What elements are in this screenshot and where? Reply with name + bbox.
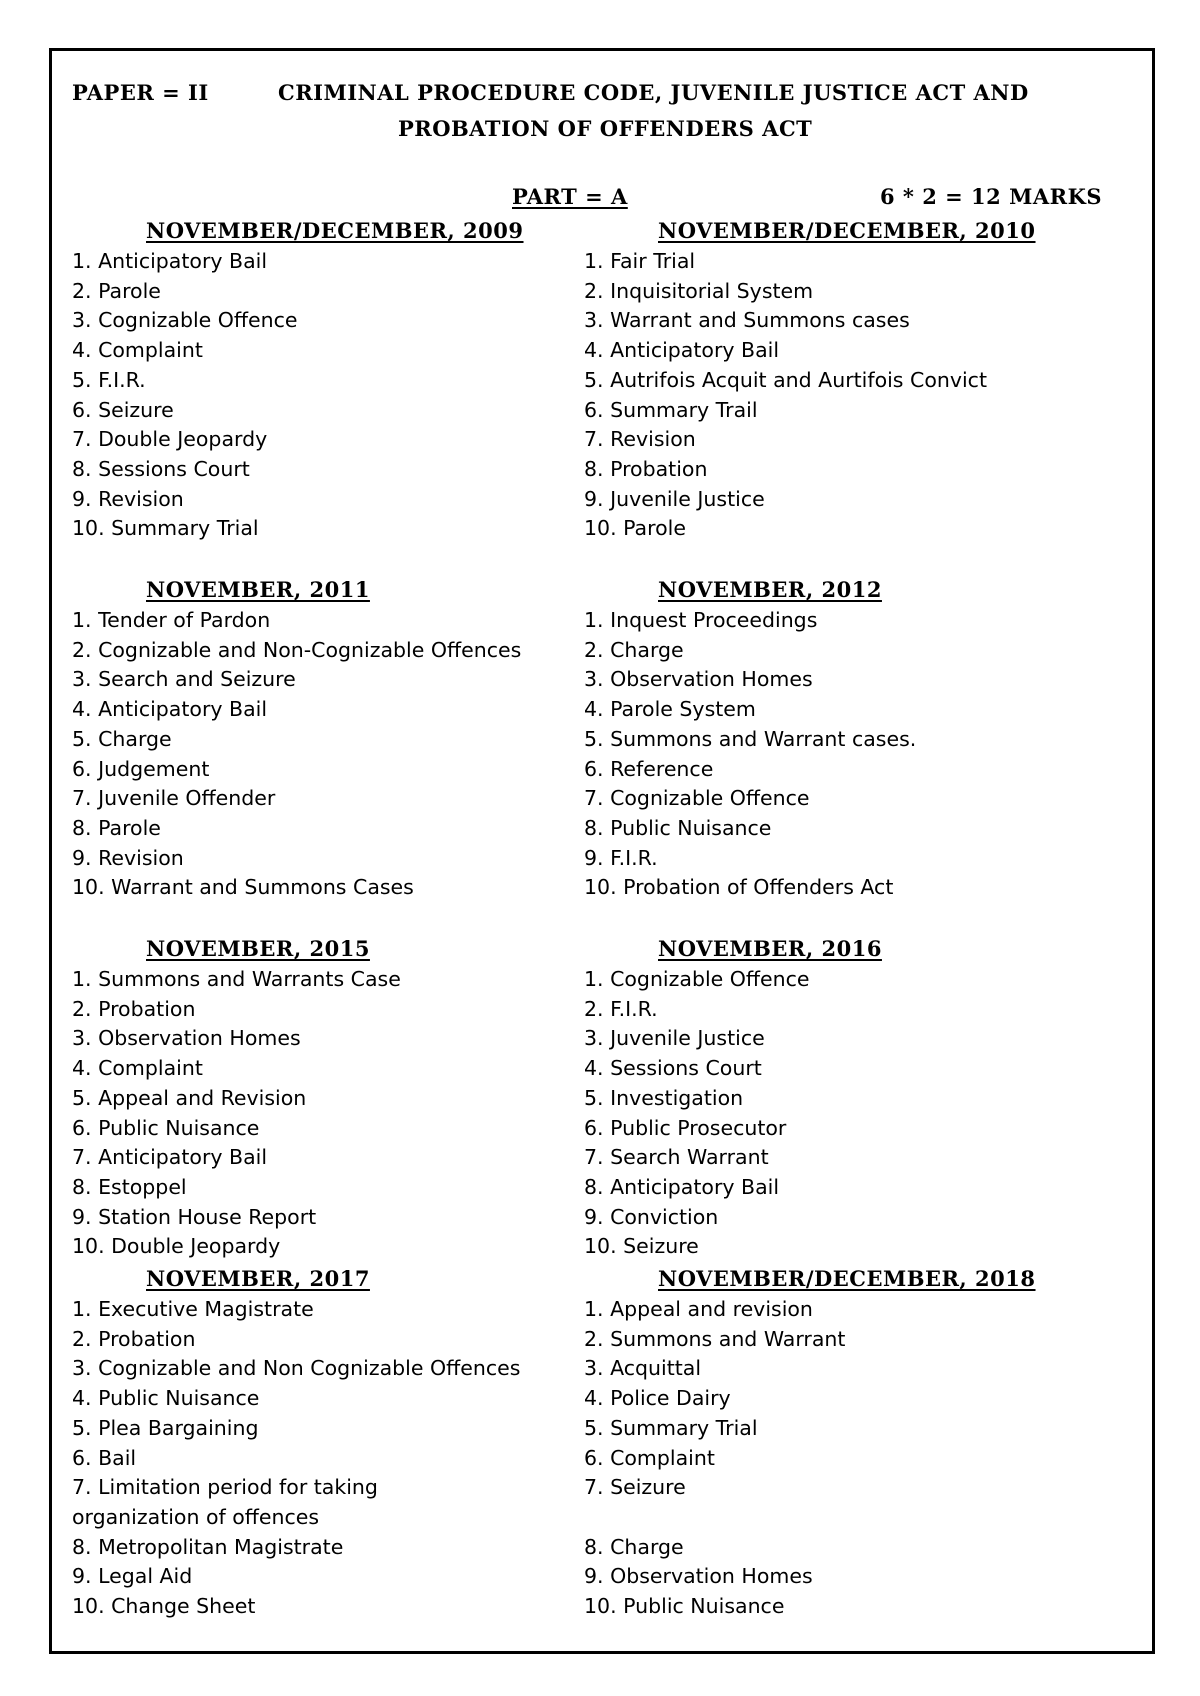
list-item: 3. Cognizable and Non Cognizable Offences [72, 1356, 521, 1381]
list-item: 8. Public Nuisance [584, 815, 772, 840]
list-item: 2. F.I.R. [584, 996, 658, 1021]
list-item: 5. Summary Trial [584, 1415, 758, 1440]
questions-2011 [72, 606, 521, 903]
list-item: 8. Probation [584, 456, 708, 481]
list-item: 10. Public Nuisance [584, 1594, 785, 1619]
list-item: 4. Complaint [72, 1056, 203, 1081]
list-item: 9. Juvenile Justice [584, 486, 765, 511]
list-item: 10. Double Jeopardy [72, 1234, 281, 1259]
list-item: 8. Sessions Court [72, 456, 250, 481]
list-item: 9. Legal Aid [72, 1564, 193, 1589]
section-heading-2015: NOVEMBER, 2015 [146, 936, 370, 961]
section-heading-2012: NOVEMBER, 2012 [658, 577, 882, 602]
list-item: 1. Summons and Warrants Case [72, 967, 401, 991]
list-item: 8. Metropolitan Magistrate [72, 1534, 344, 1559]
list-item: 10. Change Sheet [72, 1594, 256, 1619]
list-item: 9. Conviction [584, 1204, 719, 1229]
list-item: 3. Acquittal [584, 1356, 702, 1381]
list-item: 7. Search Warrant [584, 1145, 769, 1170]
list-item: 1. Executive Magistrate [72, 1297, 314, 1321]
questions-2012 [584, 606, 916, 903]
list-item: 7. Double Jeopardy [72, 427, 268, 452]
list-item: 2. Probation [72, 1326, 196, 1351]
list-item: 6. Judgement [72, 756, 210, 781]
list-item: 6. Public Prosecutor [584, 1115, 787, 1140]
section-heading-2009: NOVEMBER/DECEMBER, 2009 [146, 218, 524, 243]
list-item: 2. Charge [584, 637, 684, 662]
list-item: 5. F.I.R. [72, 367, 146, 392]
list-item: 7. Cognizable Offence [584, 786, 810, 811]
list-item: 4. Anticipatory Bail [72, 697, 268, 722]
list-item: 1. Anticipatory Bail [72, 249, 268, 273]
list-item: 3. Observation Homes [584, 667, 813, 692]
list-item: 8. Parole [72, 815, 161, 840]
list-item: 2. Inquisitorial System [584, 278, 814, 303]
paper-number: PAPER = II [72, 80, 209, 105]
list-item: 1. Cognizable Offence [584, 967, 810, 991]
section-heading-2010: NOVEMBER/DECEMBER, 2010 [658, 218, 1036, 243]
section-heading-2017: NOVEMBER, 2017 [146, 1266, 370, 1291]
list-item: 9. F.I.R. [584, 845, 658, 870]
list-item: 3. Observation Homes [72, 1026, 301, 1051]
list-item: 6. Summary Trail [584, 397, 758, 422]
list-item: 9. Revision [72, 486, 184, 511]
list-item: 4. Anticipatory Bail [584, 338, 780, 363]
list-item: 2. Cognizable and Non-Cognizable Offences [72, 637, 522, 662]
list-item: 7. Anticipatory Bail [72, 1145, 268, 1170]
list-item: 3. Warrant and Summons cases [584, 308, 910, 333]
questions-2009 [72, 247, 298, 544]
questions-2017 [72, 1295, 520, 1622]
list-item: 4. Police Dairy [584, 1386, 731, 1411]
list-item: 4. Public Nuisance [72, 1386, 260, 1411]
list-item: 9. Station House Report [72, 1204, 317, 1229]
list-item: 2. Probation [72, 996, 196, 1021]
paper-title-line2: PROBATION OF OFFENDERS ACT [398, 116, 813, 141]
list-item: 6. Public Nuisance [72, 1115, 260, 1140]
list-item: 5. Summons and Warrant cases. [584, 726, 917, 751]
list-item: 10. Parole [584, 516, 686, 541]
list-item: 5. Investigation [584, 1085, 744, 1110]
list-item: 2. Summons and Warrant [584, 1326, 846, 1351]
list-item: 10. Probation of Offenders Act [584, 875, 894, 900]
list-item: 8. Anticipatory Bail [584, 1174, 780, 1199]
list-item: 3. Juvenile Justice [584, 1026, 765, 1051]
list-item: organization of offences [72, 1504, 320, 1529]
list-item: 5. Plea Bargaining [72, 1415, 259, 1440]
questions-2010 [584, 247, 987, 544]
list-item: 9. Revision [72, 845, 184, 870]
list-item: 4. Complaint [72, 338, 203, 363]
list-item: 1. Fair Trial [584, 249, 696, 273]
list-item: 4. Sessions Court [584, 1056, 762, 1081]
list-item: 10. Warrant and Summons Cases [72, 875, 414, 900]
paper-title-line1: CRIMINAL PROCEDURE CODE, JUVENILE JUSTICE ACT AND [278, 80, 1029, 105]
list-item: 5. Appeal and Revision [72, 1085, 307, 1110]
section-heading-2018: NOVEMBER/DECEMBER, 2018 [658, 1266, 1036, 1291]
list-item [584, 1503, 845, 1533]
list-item: 8. Estoppel [72, 1174, 187, 1199]
questions-2016 [584, 965, 810, 1262]
list-item: 10. Summary Trial [72, 516, 259, 541]
section-heading-2016: NOVEMBER, 2016 [658, 936, 882, 961]
list-item: 1. Appeal and revision [584, 1297, 813, 1321]
list-item: 4. Parole System [584, 697, 756, 722]
list-item: 7. Juvenile Offender [72, 786, 276, 811]
questions-2015 [72, 965, 401, 1262]
list-item: 1. Tender of Pardon [72, 608, 271, 632]
list-item: 6. Bail [72, 1445, 137, 1470]
list-item: 1. Inquest Proceedings [584, 608, 818, 632]
list-item: 9. Observation Homes [584, 1564, 813, 1589]
list-item: 10. Seizure [584, 1234, 699, 1259]
part-label: PART = A [512, 184, 628, 209]
list-item: 8. Charge [584, 1534, 684, 1559]
list-item: 6. Complaint [584, 1445, 715, 1470]
section-heading-2011: NOVEMBER, 2011 [146, 577, 370, 602]
list-item: 5. Autrifois Acquit and Aurtifois Convict [584, 367, 987, 392]
questions-2018 [584, 1295, 845, 1622]
list-item: 6. Seizure [72, 397, 174, 422]
list-item: 3. Cognizable Offence [72, 308, 298, 333]
list-item: 3. Search and Seizure [72, 667, 296, 692]
list-item: 2. Parole [72, 278, 161, 303]
list-item: 5. Charge [72, 726, 172, 751]
marks-label: 6 * 2 = 12 MARKS [880, 184, 1102, 209]
list-item: 6. Reference [584, 756, 714, 781]
list-item: 7. Revision [584, 427, 696, 452]
list-item: 7. Limitation period for taking [72, 1475, 378, 1500]
list-item: 7. Seizure [584, 1475, 686, 1500]
